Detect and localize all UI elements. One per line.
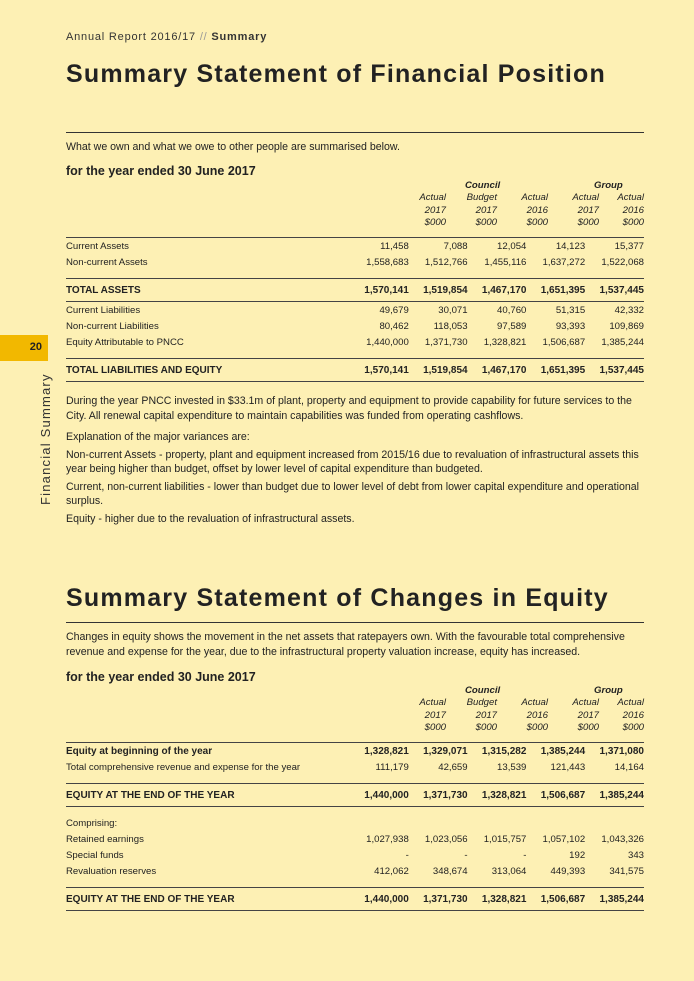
fin-position-column-headers [66,180,644,232]
note-paragraph: Explanation of the major variances are: [66,431,250,443]
cell-value: 13,539 [497,761,527,773]
header-separator: // [199,31,208,43]
group-label-council: Council [465,685,501,696]
cell-value: 313,064 [491,865,527,877]
row-label: Non-current Liabilities [66,320,159,332]
cell-value: 1,537,445 [585,359,644,382]
column-header-line: $000 [475,217,497,228]
column-header-line: $000 [622,217,644,228]
row-label: Revaluation reserves [66,865,157,877]
row-label: EQUITY AT THE END OF THE YEAR [66,784,350,807]
cell-value: 1,537,445 [585,279,644,302]
cell-value: 40,760 [497,304,527,316]
cell-value: - [464,849,468,861]
cell-value [526,815,585,831]
note-paragraph: Equity - higher due to the revaluation of infrastructural assets. [66,512,355,525]
column-header-line: Actual [572,697,599,708]
title-divider [66,622,644,623]
column-header-line: $000 [475,722,497,733]
cell-value: 341,575 [609,865,644,877]
cell-value: 1,385,244 [601,336,644,348]
report-name: Annual Report 2016/17 [66,31,196,43]
cell-value: 1,371,730 [409,784,468,807]
cell-value: 109,869 [609,320,644,332]
column-header-line: 2017 [577,204,599,216]
sidebar-section-label [38,375,52,505]
column-header-line: 2017 [577,709,599,721]
cell-value: 1,371,730 [409,888,468,911]
column-header [584,697,644,735]
cell-value: 1,467,170 [468,359,527,382]
column-header-line: $000 [577,722,599,733]
section-name: Summary [211,31,268,43]
cell-value: 49,679 [379,304,409,316]
cell-value: - [523,849,527,861]
cell-value: 1,057,102 [542,833,586,845]
cell-value: - [405,849,409,861]
column-header-line: 2017 [475,709,497,721]
row-label: EQUITY AT THE END OF THE YEAR [66,888,350,911]
row-label: Current Assets [66,238,350,255]
cell-value [585,815,644,831]
cell-value: 1,328,821 [350,743,409,760]
table-row [66,302,644,319]
row-label: Total comprehensive revenue and expense for the year [66,761,301,773]
column-header-line: 2017 [475,204,497,216]
total-row [66,888,644,911]
title-divider [66,132,644,133]
cell-value: 30,071 [438,304,468,316]
cell-value: 1,328,821 [468,784,527,807]
cell-value: 343 [627,849,644,861]
cell-value: 1,506,687 [526,784,585,807]
column-header-line: 2017 [424,709,446,721]
column-header-line: $000 [526,722,548,733]
column-header-line: $000 [577,217,599,228]
cell-value: 14,123 [526,238,585,255]
cell-value: 1,519,854 [409,359,468,382]
group-label-council: Council [465,180,501,191]
cell-value: 1,570,141 [350,359,409,382]
total-row [66,359,644,382]
cell-value: 14,164 [614,761,644,773]
cell-value: 15,377 [585,238,644,255]
equity-table [66,742,644,911]
table-row [66,759,644,775]
equity-subtitle: for the year ended 30 June 2017 [66,670,256,684]
note-paragraph: Non-current Assets - property, plant and equipment increased from 2015/16 due to revaluation of infrastructural assets this year being higher than budget, offset by lower level of capital expenditure than budgeted. [66,448,639,475]
cell-value: 1,023,056 [424,833,468,845]
cell-value [350,815,409,831]
cell-value: 93,393 [555,320,586,332]
cell-value: 1,015,757 [483,833,527,845]
cell-value: 1,328,821 [468,888,527,911]
cell-value: 1,512,766 [424,256,468,268]
cell-value: 1,371,080 [585,743,644,760]
table-row [66,318,644,334]
note-paragraph: During the year PNCC invested in $33.1m of plant, property and equipment to provide capability for future services to the City. All renewal capital expenditure to maintain capabilities was funded from operating cashflows. [66,395,632,422]
page-number-tab [0,335,48,361]
table-row [66,831,644,847]
total-row [66,784,644,807]
column-header-line: $000 [622,722,644,733]
cell-value [468,815,527,831]
group-label-group: Group [594,685,623,696]
column-header-line: 2016 [622,709,644,721]
cell-value: 1,467,170 [468,279,527,302]
column-header [584,192,644,230]
column-header-line: $000 [424,217,446,228]
group-label-group: Group [594,180,623,191]
column-header-line: $000 [424,722,446,733]
column-header-line: $000 [526,217,548,228]
column-header-line: Actual [419,192,446,203]
table-row [66,334,644,350]
table-row [66,815,644,831]
row-label: Retained earnings [66,833,144,845]
cell-value: 412,062 [374,865,409,877]
total-row [66,279,644,302]
row-label: Equity Attributable to PNCC [66,336,184,348]
row-label: Comprising: [66,817,118,829]
cell-value: 1,519,854 [409,279,468,302]
cell-value: 348,674 [432,865,468,877]
note-paragraph: Current, non-current liabilities - lower than budget due to lower level of debt from lower capital expenditure and operational surplus. [66,480,639,507]
cell-value: 97,589 [497,320,527,332]
cell-value: 1,440,000 [350,784,409,807]
cell-value: 1,440,000 [350,888,409,911]
equity-intro: Changes in equity shows the movement in the net assets that ratepayers own. With the favourable total comprehensive revenue and expense for the year, due to the infrastructural property valuation increase, equity has increased. [66,631,625,658]
cell-value: 1,570,141 [350,279,409,302]
fin-position-title: Summary Statement of Financial Position [66,60,606,88]
table-row [66,254,644,270]
fin-position-intro: What we own and what we owe to other people are summarised below. [66,141,400,153]
cell-value: 12,054 [468,238,527,255]
cell-value: 1,506,687 [542,336,586,348]
equity-column-headers [66,685,644,737]
equity-title: Summary Statement of Changes in Equity [66,584,609,612]
cell-value: 51,315 [555,304,586,316]
cell-value: 1,506,687 [526,888,585,911]
cell-value: 1,651,395 [526,359,585,382]
cell-value: 1,385,244 [526,743,585,760]
cell-value: 1,043,326 [601,833,644,845]
cell-value: 1,558,683 [366,256,409,268]
running-header [66,31,267,43]
cell-value: 42,332 [614,304,644,316]
row-label: Special funds [66,849,124,861]
row-label: TOTAL LIABILITIES AND EQUITY [66,359,350,382]
column-header-line: Budget [466,697,497,708]
cell-value: 1,315,282 [468,743,527,760]
row-label: Non-current Assets [66,256,148,268]
total-row [66,743,644,760]
table-row [66,238,644,255]
row-label: Current Liabilities [66,304,141,316]
cell-value [409,815,468,831]
column-header-line: Actual [419,697,446,708]
cell-value: 80,462 [379,320,409,332]
cell-value: 1,522,068 [601,256,644,268]
column-header-line: 2017 [424,204,446,216]
column-header-line: Actual [521,697,548,708]
cell-value: 1,027,938 [366,833,409,845]
column-header-line: Budget [466,192,497,203]
row-label: TOTAL ASSETS [66,279,350,302]
cell-value: 1,385,244 [585,784,644,807]
column-header-line: Actual [521,192,548,203]
column-header-line: 2016 [622,204,644,216]
cell-value: 1,329,071 [409,743,468,760]
cell-value: 1,328,821 [483,336,527,348]
column-header-line: 2016 [526,709,548,721]
column-header-line: Actual [572,192,599,203]
cell-value: 1,637,272 [542,256,586,268]
cell-value: 1,440,000 [366,336,409,348]
fin-position-subtitle: for the year ended 30 June 2017 [66,164,256,178]
cell-value: 192 [569,849,586,861]
table-row [66,863,644,879]
cell-value: 121,443 [550,761,586,773]
table-row [66,847,644,863]
sidebar-label-text: Financial Summary [38,373,53,505]
cell-value: 1,455,116 [484,256,527,268]
column-header-line: Actual [617,697,644,708]
column-header-line: Actual [617,192,644,203]
cell-value: 42,659 [438,761,468,773]
cell-value: 1,385,244 [585,888,644,911]
fin-position-notes [66,394,646,526]
fin-position-table [66,237,644,382]
cell-value: 11,458 [350,238,409,255]
cell-value: 1,371,730 [424,336,468,348]
column-header-line: 2016 [526,204,548,216]
cell-value: 118,053 [433,320,468,332]
cell-value: 449,393 [550,865,586,877]
page-number: 20 [29,341,42,353]
cell-value: 1,651,395 [526,279,585,302]
row-label: Equity at beginning of the year [66,743,350,760]
cell-value: 7,088 [409,238,468,255]
cell-value: 111,179 [375,761,409,773]
